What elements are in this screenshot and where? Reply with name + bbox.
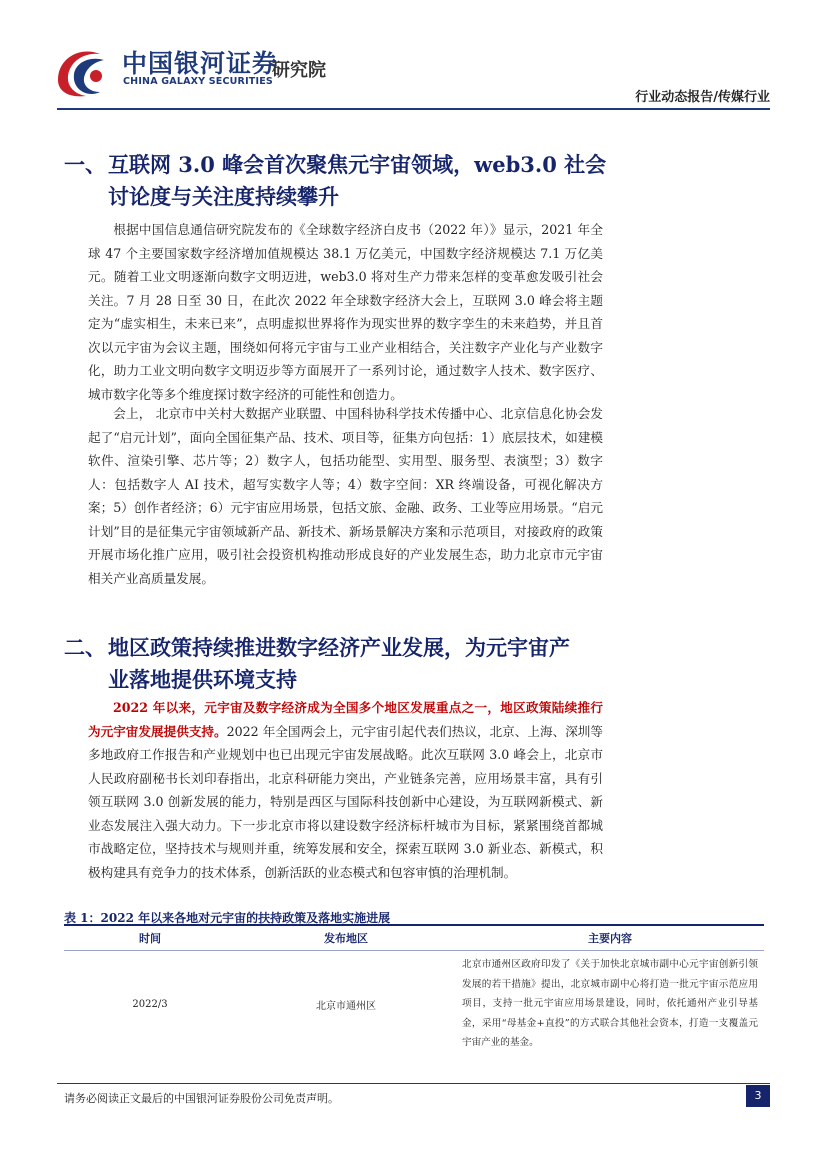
logo-chinese-name: 中国银河证券 bbox=[122, 49, 279, 78]
institute-label: 研究院 bbox=[272, 60, 326, 81]
table-caption: 表 1：2022 年以来各地对元宇宙的扶持政策及落地实施进展 bbox=[64, 911, 391, 925]
table-header-row bbox=[64, 925, 764, 951]
section1-title-line1: 互联网 3.0 峰会首次聚焦元宇宙领域，web3.0 社会 bbox=[108, 152, 607, 177]
table-cell-content: 北京市通州区政府印发了《关于加快北京城市副中心元宇宙创新引领发展的若干措施》提出，北京城市副中心将打造一批元宇宙示范应用项目，支持一批元宇宙应用场景建设，同时，依托通州产业引导基金，采用“母基金+直投”的方式联合其他社会资本，打造一支覆盖元宇宙产业的基金。 bbox=[462, 959, 758, 1048]
section1-paragraph-2 bbox=[88, 402, 603, 590]
footer-divider bbox=[57, 1083, 770, 1084]
section2-number: 二、 bbox=[64, 635, 106, 660]
section2-title-line1: 地区政策持续推进数字经济产业发展，为元宇宙产 bbox=[108, 635, 570, 660]
header-divider bbox=[57, 108, 770, 110]
section1-heading bbox=[64, 149, 624, 213]
page-number: 3 bbox=[746, 1085, 770, 1107]
section2-heading bbox=[64, 632, 624, 696]
policy-table bbox=[64, 924, 764, 1059]
section1-title-line2: 讨论度与关注度持续攀升 bbox=[108, 184, 339, 209]
footer-disclaimer: 请务必阅读正文最后的中国银河证券股份公司免责声明。 bbox=[64, 1092, 339, 1105]
table-cell-time: 2022/3 bbox=[132, 999, 168, 1011]
table-header-content: 主要内容 bbox=[456, 925, 764, 951]
section2-lead-highlight: 2022 年以来，元宇宙及数字经济成为全国多个地区发展重点之一，地区政策陆续推行为元宇宙发展提供支持。 bbox=[88, 700, 603, 739]
section2-title-line2: 业落地提供环境支持 bbox=[108, 667, 297, 692]
section1-paragraph-1-text: 根据中国信息通信研究院发布的《全球数字经济白皮书（2022 年）》显示，2021 年全球 47 个主要国家数字经济增加值规模达 38.1 万亿美元，中国数字经济规模达 7.1 万亿美元。随着工业文明逐渐向数字文明迈进，web3.0 将对生产力带来怎样的变革愈发吸引社会关注。7 月 28 日至 30 日，在此次 2022 年全球数字经济大会上，互联网 3.0 峰会将主题定为“虚实相生，未来已来”，点明虚拟世界将作为现实世界的数字孪生的未来趋势，并且首次以元宇宙为会议主题，围绕如何将元宇宙与工业产业相结合，关注数字产业化与产业数字化，助力工业文明向数字文明迈步等方面展开了一系列讨论，通过数字人技术、数字医疗、城市数字化等多个维度探讨数字经济的可能性和创造力。 bbox=[88, 222, 603, 402]
table-row bbox=[64, 951, 764, 1059]
section1-paragraph-2-text: 会上， 北京市中关村大数据产业联盟、中国科协科学技术传播中心、北京信息化协会发起了“启元计划”，面向全国征集产品、技术、项目等，征集方向包括：1）底层技术，如建模软件、渲染引擎、芯片等；2）数字人，包括功能型、实用型、服务型、表演型；3）数字人：包括数字人 AI 技术，超写实数字人等；4）数字空间：XR 终端设备，可视化解决方案；5）创作者经济；6）元宇宙应用场景，包括文旅、金融、政务、工业等应用场景。“启元计划”目的是征集元宇宙领域新产品、新技术、新场景解决方案和示范项目，对接政府的政策开展市场化推广应用，吸引社会投资机构推动形成良好的产业发展生态，助力北京市元宇宙相关产业高质量发展。 bbox=[88, 406, 603, 586]
section1-paragraph-1 bbox=[88, 218, 603, 406]
table-header-time: 时间 bbox=[64, 925, 236, 951]
china-galaxy-logo-icon bbox=[50, 40, 112, 102]
section2-paragraph-text: 2022 年全国两会上，元宇宙引起代表们热议，北京、上海、深圳等多地政府工作报告和产业规划中也已出现元宇宙发展战略。此次互联网 3.0 峰会上，北京市人民政府副秘书长刘印春指出，北京科研能力突出，产业链条完善，应用场景丰富，具有引领互联网 3.0 创新发展的能力，特别是西区与国际科技创新中心建设，为互联网新模式、新业态发展注入强大动力。下一步北京市将以建设数字经济标杆城市为目标，紧紧围绕首都城市战略定位，坚持技术与规则并重，统筹发展和安全，探索互联网 3.0 新业态、新模式，积极构建具有竞争力的技术体系，创新活跃的业态模式和包容审慎的治理机制。 bbox=[88, 723, 603, 880]
section1-number: 一、 bbox=[64, 152, 106, 177]
table-cell-region: 北京市通州区 bbox=[316, 1001, 376, 1013]
report-type-label: 行业动态报告/传媒行业 bbox=[635, 90, 770, 105]
logo-english-name: CHINA GALAXY SECURITIES bbox=[123, 76, 273, 87]
section2-paragraph bbox=[88, 696, 603, 884]
table-header-region: 发布地区 bbox=[236, 925, 456, 951]
